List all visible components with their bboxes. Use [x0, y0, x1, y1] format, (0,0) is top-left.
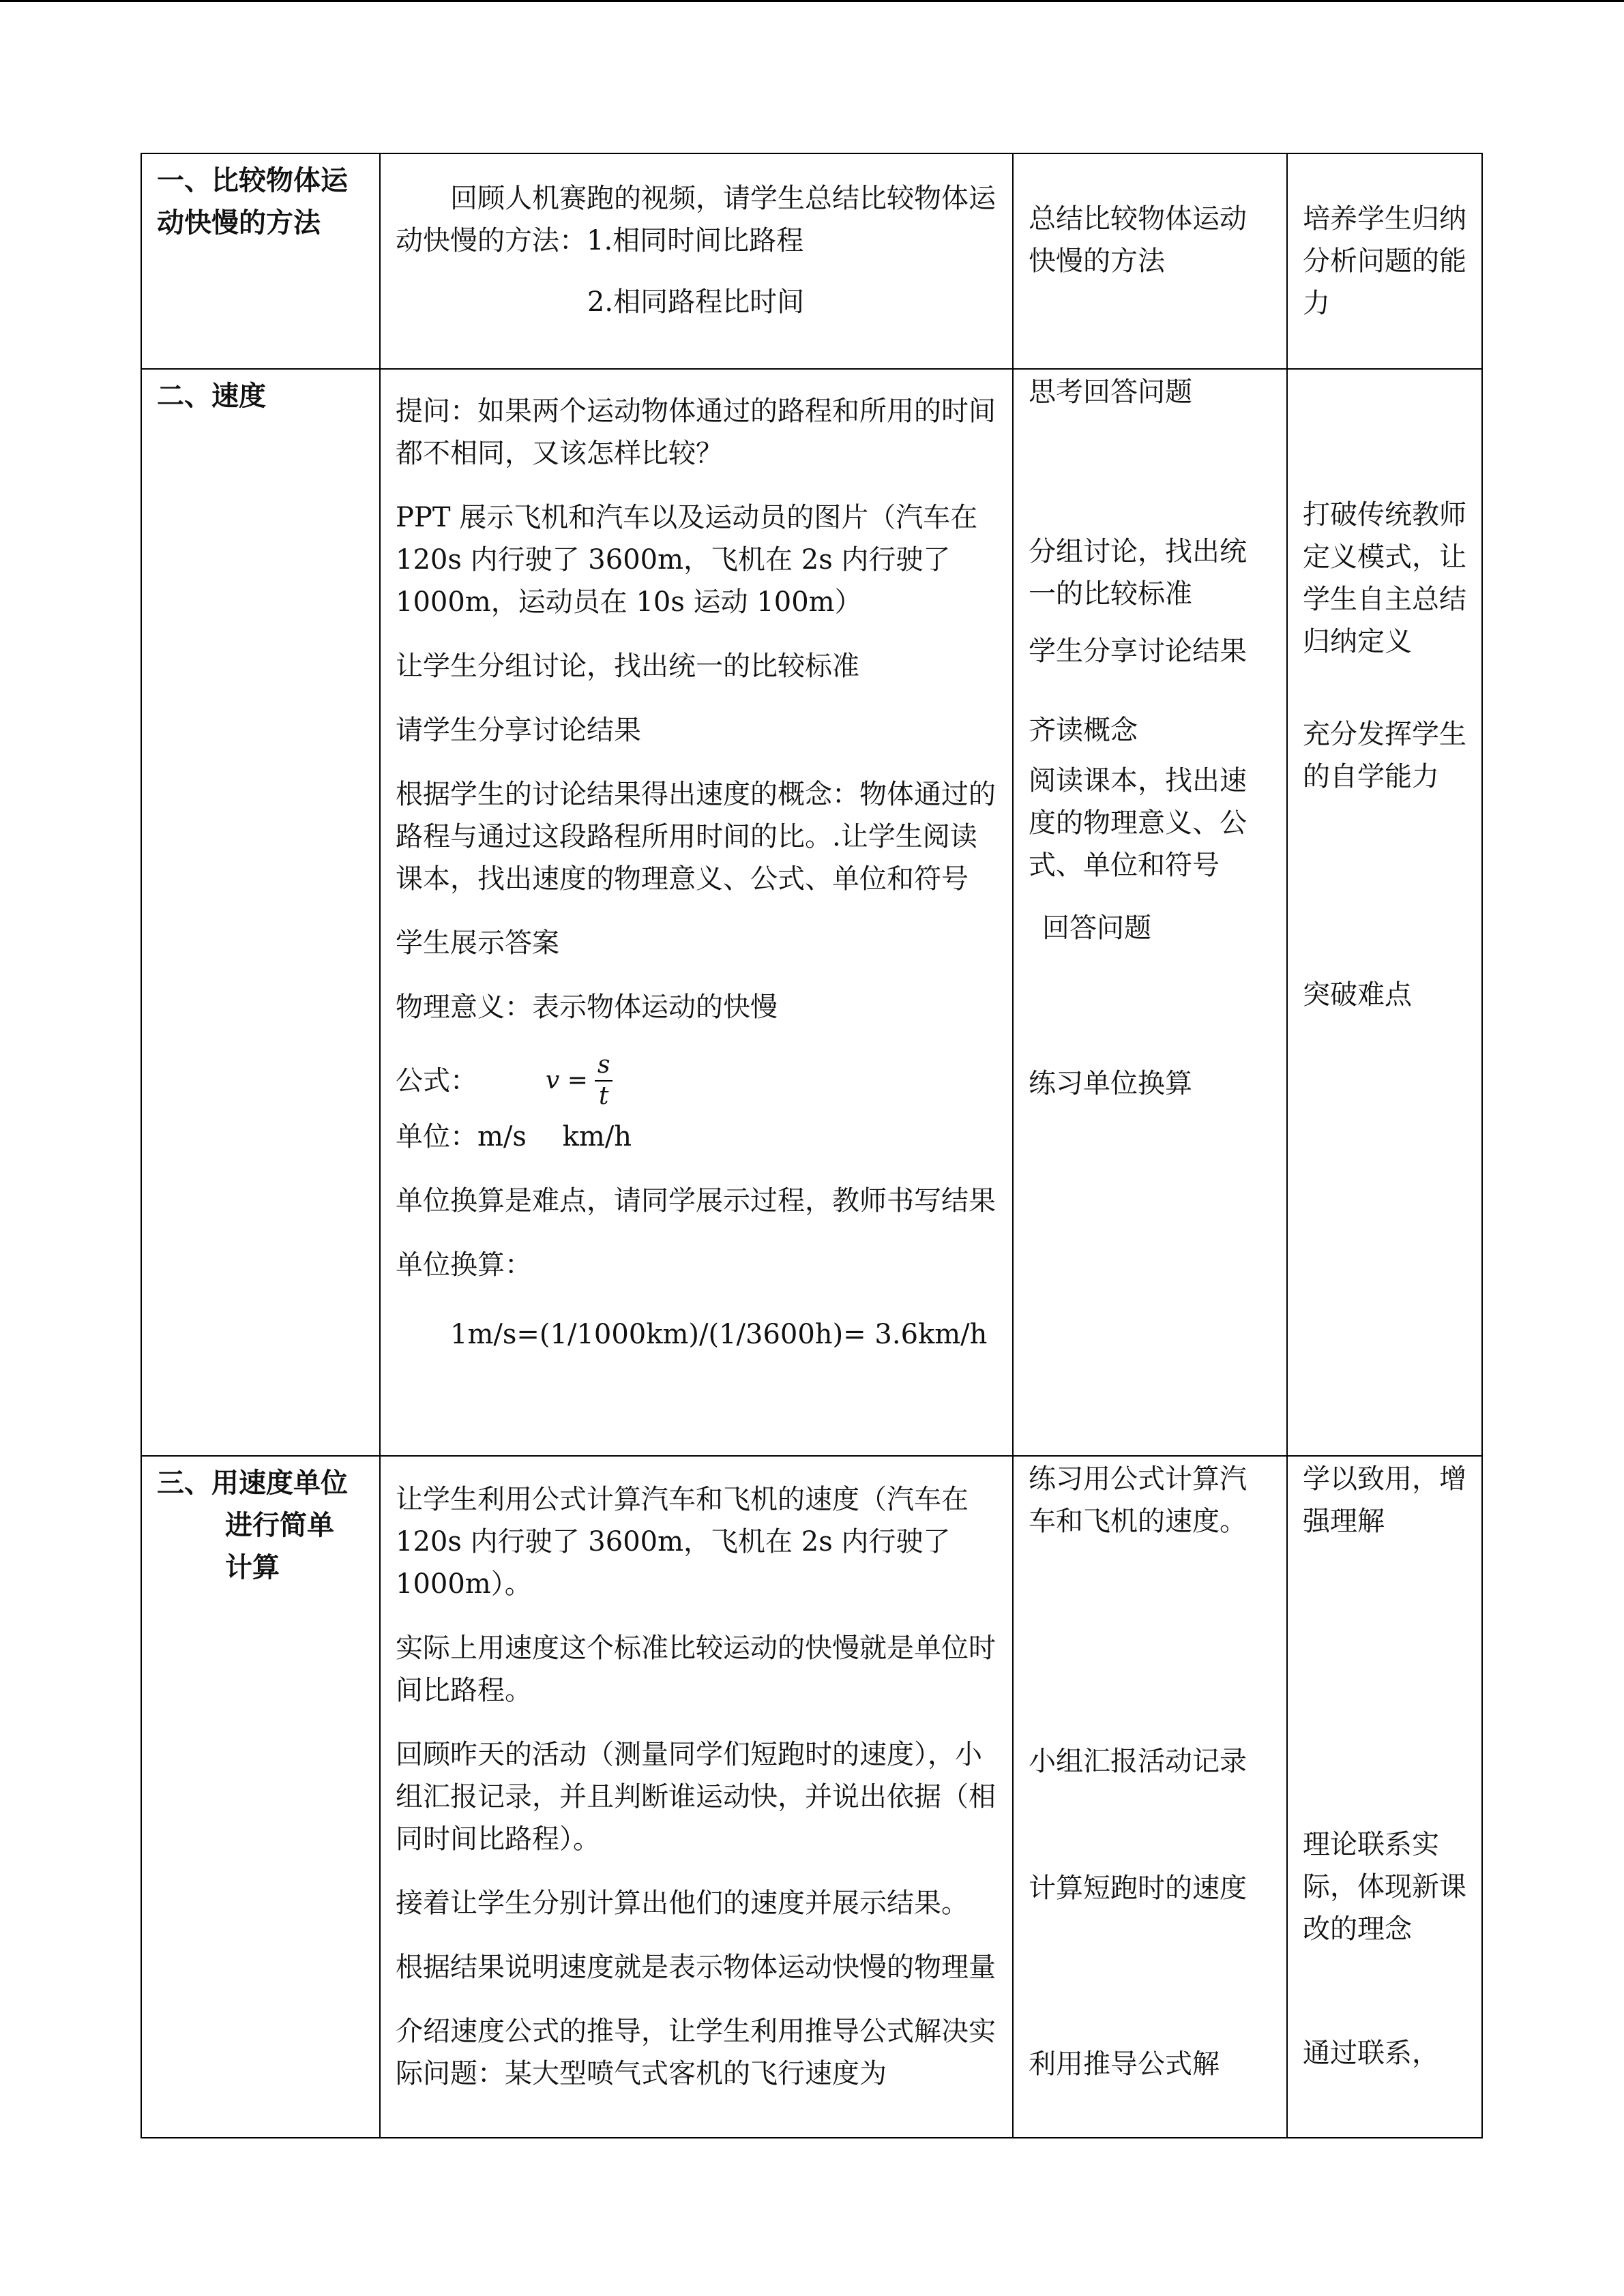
teacher-activity-cell: [380, 153, 1013, 369]
teacher-text: 1m/s=(1/1000km)/(1/3600h)= 3.6km/h: [450, 1319, 988, 1350]
page-top-border: [0, 0, 1624, 2]
student-text: 思考回答问题: [1029, 376, 1192, 408]
intent-text: 突破难点: [1303, 979, 1412, 1011]
student-activity-cell: [1013, 153, 1287, 369]
student-text: 练习用公式计算汽车和飞机的速度。: [1029, 1463, 1247, 1537]
teacher-activity-cell: [380, 369, 1013, 1456]
teacher-text: 实际上用速度这个标准比较运动的快慢就是单位时间比路程。: [396, 1632, 996, 1706]
table-row: [141, 153, 1482, 369]
teacher-text: 根据结果说明速度就是表示物体运动快慢的物理量: [396, 1952, 996, 1983]
table-row: [141, 1456, 1482, 2138]
teacher-text: 学生展示答案: [396, 927, 559, 959]
teacher-text: 单位：m/s km/h: [396, 1121, 632, 1152]
student-text: 小组汇报活动记录: [1029, 1746, 1247, 1777]
formula-denominator: t: [598, 1082, 609, 1110]
student-text: 齐读概念: [1029, 715, 1138, 746]
formula-fraction: [595, 1050, 612, 1112]
intent-text: 充分发挥学生的自学能力: [1303, 719, 1466, 792]
teacher-text: 介绍速度公式的推导，让学生利用推导公式解决实际问题：某大型喷气式客机的飞行速度为: [396, 2016, 996, 2089]
student-text: 总结比较物体运动快慢的方法: [1029, 203, 1247, 277]
teacher-text: 物理意义：表示物体运动的快慢: [396, 992, 778, 1023]
stage-cell: [141, 1456, 380, 2138]
student-text: 练习单位换算: [1029, 1068, 1192, 1099]
design-intent-cell: [1287, 369, 1482, 1456]
design-intent-cell: [1287, 153, 1482, 369]
intent-text: 学以致用，增强理解: [1303, 1463, 1466, 1537]
stage-cell: [141, 369, 380, 1456]
teacher-text: 回顾昨天的活动（测量同学们短跑时的速度），小组汇报记录，并且判断谁运动快，并说出依据（相同时间比路程）。: [396, 1739, 996, 1855]
table-row: [141, 369, 1482, 1456]
design-intent-cell: [1287, 1456, 1482, 2138]
speed-formula: [396, 1050, 996, 1112]
teacher-text: 根据学生的讨论结果得出速度的概念：物体通过的路程与通过这段路程所用时间的比。.让学生阅读课本，找出速度的物理意义、公式、单位和符号: [396, 779, 996, 895]
formula-numerator: s: [595, 1050, 612, 1082]
student-text: 回答问题: [1042, 912, 1151, 944]
teacher-text: 接着让学生分别计算出他们的速度并展示结果。: [396, 1888, 969, 1919]
intent-text: 通过联系，: [1303, 2038, 1439, 2069]
formula-label: 公式：: [396, 1065, 477, 1097]
stage-title: 一、比较物体运 动快慢的方法: [157, 165, 348, 239]
intent-text: 培养学生归纳分析问题的能力: [1303, 203, 1466, 319]
teacher-text: 2.相同路程比时间: [587, 286, 805, 318]
student-activity-cell: [1013, 1456, 1287, 2138]
formula-lhs: v =: [546, 1067, 588, 1094]
teacher-text: PPT 展示飞机和汽车以及运动员的图片（汽车在 120s 内行驶了 3600m，飞机在 2s 内行驶了 1000m，运动员在 10s 运动 100m）: [396, 502, 978, 618]
stage-title: 三、用速度单位 进行简单 计算: [157, 1467, 348, 1583]
teacher-text: 让学生利用公式计算汽车和飞机的速度（汽车在 120s 内行驶了 3600m，飞机在 2s 内行驶了 1000m）。: [396, 1484, 969, 1600]
student-activity-cell: [1013, 369, 1287, 1456]
lesson-plan-table: [141, 153, 1483, 2138]
teacher-text: 单位换算是难点，请同学展示过程，教师书写结果: [396, 1185, 996, 1217]
formula-expression: [546, 1050, 612, 1112]
student-text: 计算短跑时的速度: [1029, 1873, 1247, 1904]
student-text: 利用推导公式解: [1029, 2048, 1220, 2080]
stage-title: 二、速度: [157, 381, 266, 412]
teacher-text: 请学生分享讨论结果: [396, 715, 641, 746]
intent-text: 理论联系实际，体现新课改的理念: [1303, 1829, 1466, 1945]
student-text: 学生分享讨论结果: [1029, 636, 1247, 667]
teacher-text: 提问：如果两个运动物体通过的路程和所用的时间都不相同，又该怎样比较？: [396, 396, 996, 469]
student-text: 分组讨论，找出统一的比较标准: [1029, 536, 1247, 610]
teacher-text: 回顾人机赛跑的视频，请学生总结比较物体运动快慢的方法：1.相同时间比路程: [396, 183, 996, 256]
intent-text: 打破传统教师定义模式，让学生自主总结归纳定义: [1303, 499, 1466, 657]
stage-cell: [141, 153, 380, 369]
student-text: 阅读课本，找出速度的物理意义、公式、单位和符号: [1029, 765, 1247, 881]
teacher-text: 让学生分组讨论，找出统一的比较标准: [396, 651, 859, 682]
teacher-text: 单位换算：: [396, 1249, 532, 1281]
teacher-activity-cell: [380, 1456, 1013, 2138]
